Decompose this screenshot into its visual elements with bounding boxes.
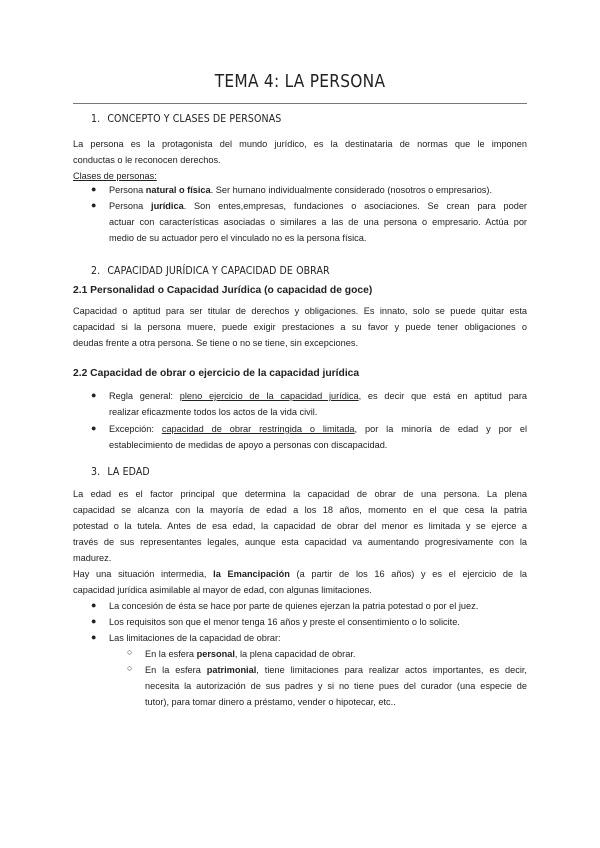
subsection-2-1-heading: 2.1 Personalidad o Capacidad Jurídica (o capacidad de goce): [73, 285, 373, 296]
list-item-concesion: La concesión de ésta se hace por parte de quienes ejerzan la patria potestad o por el juez.: [109, 601, 479, 611]
emancipacion-paragraph: Hay una situación intermedia, la Emancipación (a partir de los 16 años) y es el ejercicio de la capacidad jurídica asimilable al mayor de edad, con algunas limitaciones.: [73, 569, 527, 595]
section-1-intro: La persona es la protagonista del mundo jurídico, es la destinataria de normas que le imponen conductas o le reconocen derechos. Clases de personas:: [73, 136, 527, 184]
list-item-excepcion: Excepción: capacidad de obrar restringida o limitada, por la minoría de edad y por el establecimiento de medidas de apoyo a personas con discapacidad.: [109, 424, 527, 450]
bullet-icon: ●: [91, 616, 97, 626]
circle-bullet-icon: ○: [127, 663, 133, 673]
bullet-icon: ●: [91, 632, 97, 642]
title-divider: [73, 103, 527, 104]
list-item-regla-general: Regla general: pleno ejercicio de la capacidad jurídica, es decir que está en aptitud para realizar eficazmente todos los actos de la vida civil.: [109, 391, 527, 417]
sublist-item-personal: En la esfera personal, la plena capacidad de obrar.: [145, 649, 356, 659]
circle-bullet-icon: ○: [127, 647, 133, 657]
subsection-2-1-paragraph: Capacidad o aptitud para ser titular de derechos y obligaciones. Es innato, solo se puede quitar esta capacidad si la persona muere, puede exigir prestaciones a su favor y puede tener obligaciones o deudas frente a otra persona. Se tiene o no se tiene, sin excepciones.: [73, 306, 527, 348]
page-title: TEMA 4: LA PERSONA: [214, 72, 386, 92]
list-item-persona-juridica: Persona jurídica. Son entes,empresas, fundaciones o asociaciones. Se crean para poder actuar con características asociadas o similares a las de una persona o empresario. Actúa por medio de su actuador pero el vinculado no es la persona física.: [109, 201, 527, 243]
subsection-2-2-heading: 2.2 Capacidad de obrar o ejercicio de la capacidad jurídica: [73, 368, 360, 379]
sublist-item-patrimonial: En la esfera patrimonial, tiene limitaciones para realizar actos importantes, es decir, necesita la autorización de sus padres y si no tiene pues del curador (una especie de tutor), para tomar dinero a préstamo, vender o hipotecar, etc..: [145, 665, 527, 707]
bullet-icon: ●: [91, 184, 97, 194]
section-3-heading: 3. LA EDAD: [91, 465, 150, 478]
bullet-icon: ●: [91, 423, 97, 433]
bullet-icon: ●: [91, 390, 97, 400]
clases-label: Clases de personas:: [73, 171, 157, 181]
bullet-icon: ●: [91, 200, 97, 210]
list-item-requisitos: Los requisitos son que el menor tenga 16 años y preste el consentimiento o lo solicite.: [109, 617, 460, 627]
list-item-limitaciones: Las limitaciones de la capacidad de obrar:: [109, 633, 281, 643]
section-3-paragraph: La edad es el factor principal que determina la capacidad de obrar de una persona. La plena capacidad se alcanza con la mayoría de edad a los 18 años, momento en el que cesa la patria potestad o la tutela. Antes de esa edad, la capacidad de obrar del menor es limitada y se ejerce a través de sus representantes legales, aunque esta capacidad va aumentando progresivamente con la madurez.: [73, 489, 527, 563]
section-2-heading: 2. CAPACIDAD JURÍDICA Y CAPACIDAD DE OBRAR: [91, 264, 330, 277]
bullet-icon: ●: [91, 600, 97, 610]
section-1-heading: 1. CONCEPTO Y CLASES DE PERSONAS: [91, 112, 282, 125]
list-item-persona-natural: Persona natural o física. Ser humano individualmente considerado (nosotros o empresarios).: [109, 185, 493, 195]
